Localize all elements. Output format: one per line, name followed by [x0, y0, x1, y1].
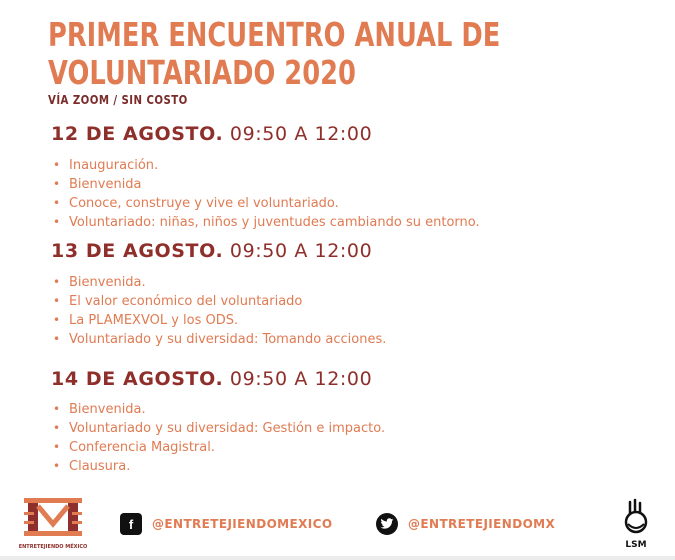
list-item: • Conferencia Magistral. — [51, 438, 385, 457]
twitter-bird-glyph — [380, 518, 394, 530]
list-item: • Bienvenida — [51, 175, 480, 194]
list-item: • Voluntariado: niñas, niños y juventudes cambiando su entorno. — [51, 213, 480, 232]
day-time: 09:50 A 12:00 — [229, 240, 373, 262]
day-time: 09:50 A 12:00 — [229, 123, 373, 145]
twitter-icon — [376, 513, 398, 535]
day-heading — [51, 367, 372, 391]
sign-language-hand-icon — [614, 498, 658, 540]
day-section-1 — [51, 122, 480, 230]
agenda-list — [51, 400, 385, 476]
title-line-2: VOLUNTARIADO 2020 — [48, 53, 356, 92]
list-item: • Voluntariado y su diversidad: Tomando acciones. — [51, 330, 386, 349]
twitter-link[interactable] — [376, 513, 555, 535]
list-item: • Clausura. — [51, 457, 385, 476]
list-item: • Bienvenida. — [51, 400, 385, 419]
list-item: • Voluntariado y su diversidad: Gestión e impacto. — [51, 419, 385, 438]
list-item: • Conoce, construye y vive el voluntariado. — [51, 194, 480, 213]
day-date: 13 DE AGOSTO. — [51, 240, 224, 262]
agenda-list — [51, 156, 480, 232]
bottom-divider — [0, 556, 675, 560]
page-title — [48, 16, 500, 92]
page-subtitle: VÍA ZOOM / SIN COSTO — [48, 93, 188, 107]
day-time: 09:50 A 12:00 — [229, 368, 373, 390]
list-item: • El valor económico del voluntariado — [51, 292, 386, 311]
day-heading — [51, 122, 372, 146]
lsm-label: LSM — [625, 540, 647, 550]
day-date: 12 DE AGOSTO. — [51, 123, 224, 145]
day-date: 14 DE AGOSTO. — [51, 368, 224, 390]
logo-caption: ENTRETEJIENDO MÉXICO — [18, 544, 88, 550]
list-item: • Inauguración. — [51, 156, 480, 175]
logo-mark-icon — [18, 494, 88, 544]
title-line-1: PRIMER ENCUENTRO ANUAL DE — [48, 15, 501, 54]
footer — [0, 490, 675, 560]
list-item: • La PLAMEXVOL y los ODS. — [51, 311, 386, 330]
agenda-list — [51, 273, 386, 349]
lsm-badge — [614, 498, 658, 552]
day-section-3 — [51, 367, 386, 474]
list-item: • Bienvenida. — [51, 273, 386, 292]
twitter-handle: @ENTRETEJIENDOMX — [408, 517, 556, 531]
entretejiendo-logo — [18, 494, 88, 556]
day-heading — [51, 239, 372, 263]
day-section-2 — [51, 239, 387, 347]
facebook-handle: @ENTRETEJIENDOMEXICO — [152, 517, 333, 531]
facebook-icon: f — [120, 513, 142, 535]
facebook-link[interactable] — [120, 513, 332, 535]
